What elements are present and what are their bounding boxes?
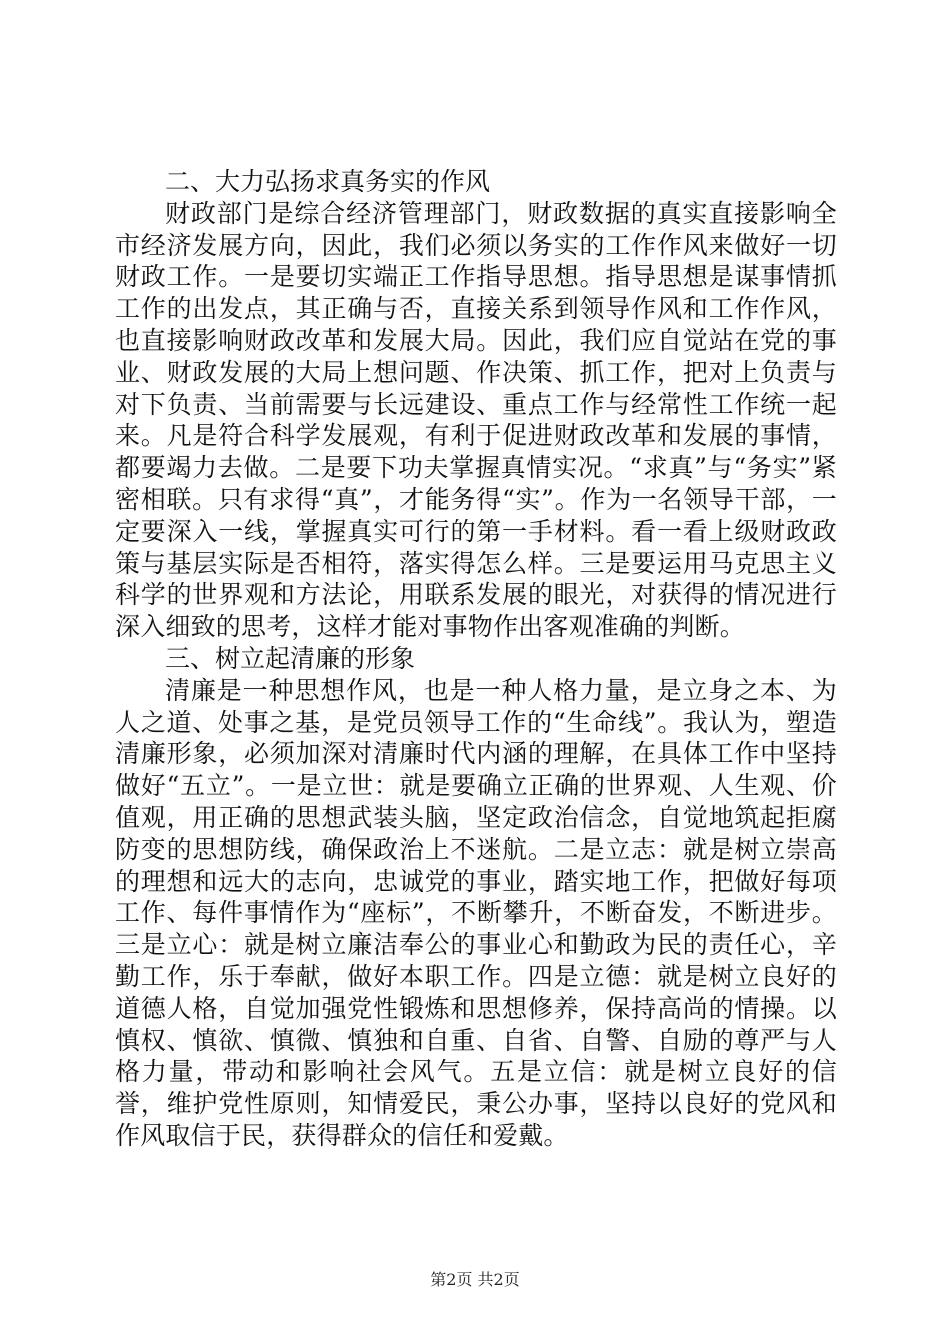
section-paragraph: 财政部门是综合经济管理部门，财政数据的真实直接影响全市经济发展方向，因此，我们必须以务实的工作作风来做好一切财政工作。一是要切实端正工作指导思想。指导思想是谋事情抓工作的出发点，其正确与否，直接关系到领导作风和工作作风，也直接影响财政改革和发展大局。因此，我们应自觉站在党的事业、财政发展的大局上想问题、作决策、抓工作，把对上负责与对下负责、当前需要与长远建设、重点工作与经常性工作统一起来。凡是符合科学发展观，有利于促进财政改革和发展的事情，都要竭力去做。二是要下功夫掌握真情实况。“求真”与“务实”紧密相联。只有求得“真”，才能务得“实”。作为一名领导干部，一定要深入一线，掌握真实可行的第一手材料。看一看上级财政政策与基层实际是否相符，落实得怎么样。三是要运用马克思主义科学的世界观和方法论，用联系发展的眼光，对获得的情况进行深入细致的思考，这样才能对事物作出客观准确的判断。: [115, 198, 837, 642]
section-paragraph: 清廉是一种思想作风，也是一种人格力量，是立身之本、为人之道、处事之基，是党员领导工作的“生命线”。我认为，塑造清廉形象，必须加深对清廉时代内涵的理解，在具体工作中坚持做好“五立”。一是立世：就是要确立正确的世界观、人生观、价值观，用正确的思想武装头脑，坚定政治信念，自觉地筑起拒腐防变的思想防线，确保政治上不迷航。二是立志：就是树立崇高的理想和远大的志向，忠诚党的事业，踏实地工作，把做好每项工作、每件事情作为“座标”，不断攀升，不断奋发，不断进步。三是立心：就是树立廉洁奉公的事业心和勤政为民的责任心，辛勤工作，乐于奉献，做好本职工作。四是立德：就是树立良好的道德人格，自觉加强党性锻炼和思想修养，保持高尚的情操。以慎权、慎欲、慎微、慎独和自重、自省、自警、自励的尊严与人格力量，带动和影响社会风气。五是立信：就是树立良好的信誉，维护党性原则，知情爱民，秉公办事，坚持以良好的党风和作风取信于民，获得群众的信任和爱戴。: [115, 675, 837, 1150]
section-heading: 三、树立起清廉的形象: [165, 643, 416, 673]
section-heading: 二、大力弘扬求真务实的作风: [165, 167, 491, 196]
document-body: [115, 166, 837, 1152]
page-footer: 第2页 共2页: [430, 1270, 520, 1289]
